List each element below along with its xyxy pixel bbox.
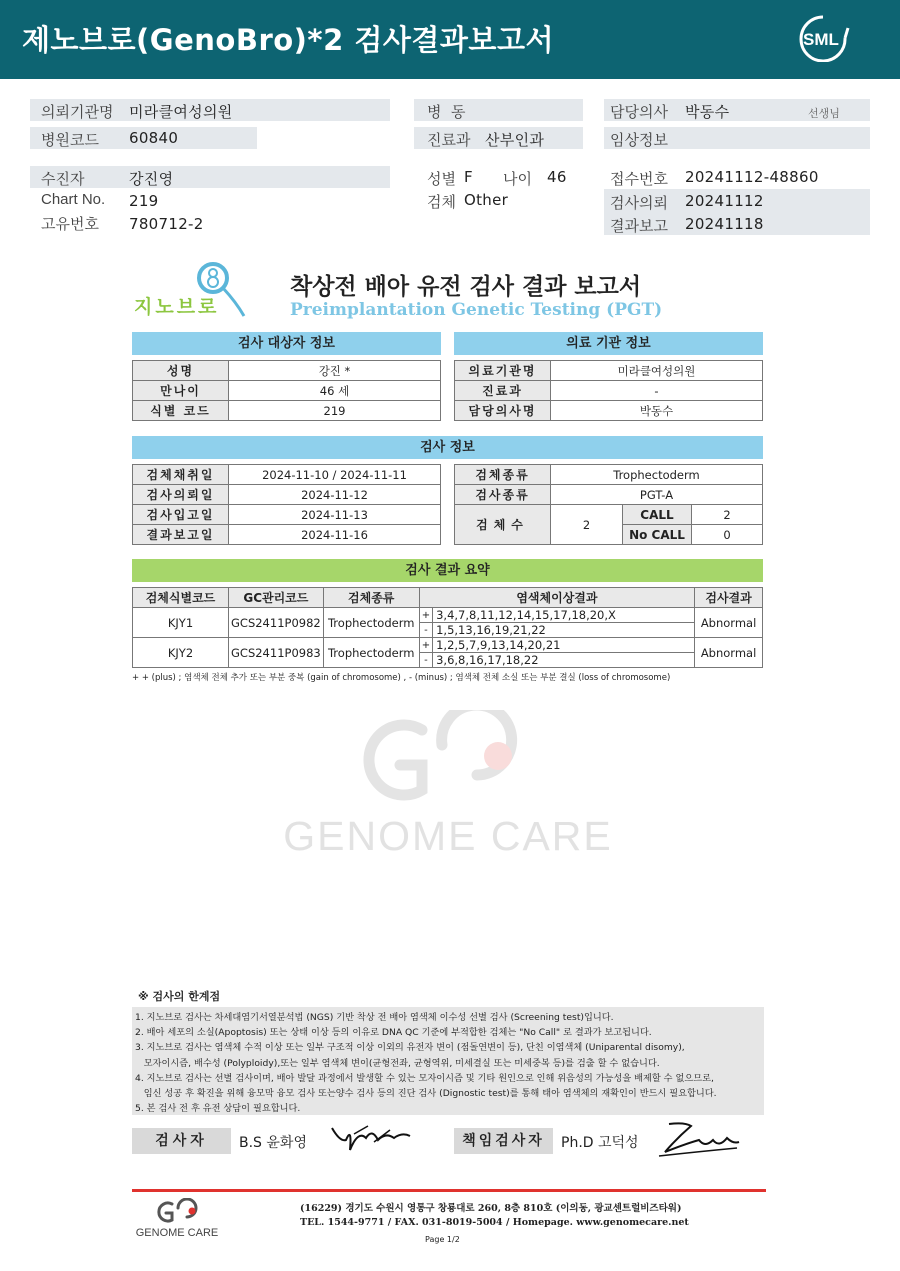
table-row (455, 381, 763, 401)
subject-label: 식별 코드 (133, 401, 229, 421)
table-row (133, 401, 441, 421)
doctor-value: 박동수 (685, 103, 730, 121)
receipt-value: 20241112-48860 (685, 168, 819, 186)
date-value: 2024-11-13 (229, 505, 441, 525)
table-row (133, 638, 763, 653)
dept-value: 산부인과 (485, 131, 545, 149)
table-row (455, 361, 763, 381)
tester-signature-icon (328, 1120, 414, 1158)
column-header: 염색체이상결과 (419, 588, 694, 608)
table-row (133, 525, 441, 545)
table-row (455, 401, 763, 421)
date-label: 결과보고일 (133, 525, 229, 545)
minus-sign: - (419, 623, 432, 638)
test-dates-table (132, 464, 441, 545)
column-header: 검사결과 (695, 588, 763, 608)
specimen-label: 검체 (427, 193, 456, 211)
count-label: 검체수 (455, 505, 551, 545)
genobro-logo-icon (132, 258, 247, 320)
specimen-type-value: Trophectoderm (551, 465, 763, 485)
institution-label: 담당의사명 (455, 401, 551, 421)
name-label: 수진자 (41, 170, 85, 188)
report-label: 결과보고 (610, 217, 668, 235)
minus-sign: - (419, 653, 432, 668)
clinical-label: 임상정보 (610, 131, 668, 149)
institution-label: 의료기관명 (455, 361, 551, 381)
institution-value: - (551, 381, 763, 401)
specimen-value: Other (464, 191, 509, 209)
table-row (133, 505, 441, 525)
request-label: 검사의뢰 (610, 194, 668, 212)
limitations-title: ※ 검사의 한계점 (138, 990, 221, 1003)
sex-value: F (464, 168, 473, 186)
footer-address (300, 1202, 689, 1230)
table-row (133, 608, 763, 623)
nocall-label: No CALL (623, 525, 692, 545)
tester-label: 검사자 (132, 1128, 231, 1154)
address-line: (16229) 경기도 수원시 영통구 창룡대로 260, 8층 810호 (이의동, 광교센트럴비즈타워) (300, 1203, 682, 1214)
date-label: 검사의뢰일 (133, 485, 229, 505)
result-value: Abnormal (695, 638, 763, 668)
subject-value: 강진 * (229, 361, 441, 381)
sex-label: 성별 (427, 170, 456, 188)
receipt-label: 접수번호 (610, 170, 668, 188)
specimen-type-label: 검체종류 (455, 465, 551, 485)
institution-heading: 의료 기관 정보 (454, 332, 763, 355)
hospital-label: 의뢰기관명 (41, 103, 114, 121)
name-value: 강진영 (129, 170, 174, 188)
plus-sign: + (419, 638, 432, 653)
limitation-line: 4. 지노브로 검사는 선별 검사이며, 배아 발달 과정에서 발생할 수 있는 모자이시즘 및 기타 원인으로 인해 위음성의 가능성을 배제할 수 없으므로, (135, 1072, 714, 1084)
test-type-label: 검사종류 (455, 485, 551, 505)
age-value: 46 (547, 168, 567, 186)
sample-type: Trophectoderm (323, 638, 419, 668)
sample-id: KJY1 (133, 608, 229, 638)
chart-label: Chart No. (41, 191, 106, 208)
table-row (133, 381, 441, 401)
institution-value: 미라클여성의원 (551, 361, 763, 381)
gain-chromosomes: 3,4,7,8,11,12,14,15,17,18,20,X (433, 608, 695, 623)
hospital-value: 미라클여성의원 (129, 103, 233, 121)
call-label: CALL (623, 505, 692, 525)
doctor-suffix: 선생님 (808, 107, 840, 120)
dept-label: 진료과 (427, 131, 471, 149)
doctor-label: 담당의사 (610, 103, 668, 121)
sample-id: KJY2 (133, 638, 229, 668)
summary-table (132, 587, 763, 668)
gain-chromosomes: 1,2,5,7,9,13,14,20,21 (433, 638, 695, 653)
table-row (133, 485, 441, 505)
code-label: 병원코드 (41, 131, 99, 149)
date-value: 2024-11-12 (229, 485, 441, 505)
date-label: 검체채취일 (133, 465, 229, 485)
request-value: 20241112 (685, 192, 764, 210)
test-specimen-table (454, 464, 763, 545)
svg-text:지노브로: 지노브로 (134, 296, 220, 318)
date-value: 2024-11-16 (229, 525, 441, 545)
gc-code: GCS2411P0982 (229, 608, 324, 638)
id-label: 고유번호 (41, 215, 99, 233)
date-value: 2024-11-10 / 2024-11-11 (229, 465, 441, 485)
test-info-heading: 검사 정보 (132, 436, 763, 459)
subject-heading: 검사 대상자 정보 (132, 332, 441, 355)
report-value: 20241118 (685, 215, 764, 233)
count-value: 2 (551, 505, 623, 545)
limitation-line: 1. 지노브로 검사는 차세대염기서열분석법 (NGS) 기반 착상 전 배아 염색체 이수성 선별 검사 (Screening test)입니다. (135, 1012, 614, 1023)
header-bar (0, 0, 900, 79)
limitation-line: 모자이시즘, 배수성 (Polyploidy),또는 일부 염색체 변이(균형전좌, 균형역위, 미세결실 또는 미세중복 등)를 검출 할 수 없습니다. (135, 1057, 660, 1069)
limitation-line: 5. 본 검사 전 후 유전 상담이 필요합니다. (135, 1103, 301, 1115)
svg-text:GENOME CARE: GENOME CARE (283, 813, 613, 859)
test-type-value: PGT-A (551, 485, 763, 505)
svg-text:GENOME CARE: GENOME CARE (135, 1227, 219, 1239)
chart-value: 219 (129, 192, 159, 210)
institution-table (454, 360, 763, 421)
ward-label: 병 동 (427, 103, 466, 121)
contact-line: TEL. 1544-9771 / FAX. 031-8019-5004 / Homepage. www.genomecare.net (300, 1217, 689, 1228)
genome-care-footer-logo-icon (130, 1198, 225, 1240)
genome-care-watermark-icon (272, 710, 624, 870)
table-row (455, 505, 763, 525)
director-signature-icon (655, 1118, 741, 1160)
call-value: 2 (692, 505, 763, 525)
loss-chromosomes: 1,5,13,16,19,21,22 (433, 623, 695, 638)
subject-value: 219 (229, 401, 441, 421)
page-title: 제노브로(GenoBro)*2 검사결과보고서 (22, 23, 554, 57)
director-name: Ph.D 고덕성 (561, 1135, 639, 1151)
limitation-line: 2. 배아 세포의 소실(Apoptosis) 또는 상태 이상 등의 이유로 DNA QC 기준에 부적합한 검체는 "No Call" 로 결과가 보고됩니다. (135, 1027, 652, 1039)
subject-value: 46 세 (229, 381, 441, 401)
svg-text:SML: SML (803, 30, 839, 49)
id-value: 780712-2 (129, 215, 204, 233)
footer-divider (132, 1189, 766, 1192)
tester-name: B.S 윤화영 (239, 1135, 307, 1151)
institution-value: 박동수 (551, 401, 763, 421)
table-row (133, 588, 763, 608)
gc-code: GCS2411P0983 (229, 638, 324, 668)
institution-label: 진료과 (455, 381, 551, 401)
summary-footnote: + + (plus) ; 염색체 전체 추가 또는 부분 중복 (gain of chromosome) , - (minus) ; 염색체 전체 소실 또는 부분 결실 (loss of chromosome) (132, 673, 671, 683)
table-row (455, 465, 763, 485)
report-subtitle: Preimplantation Genetic Testing (PGT) (290, 300, 663, 320)
column-header: GC관리코드 (229, 588, 324, 608)
summary-heading: 검사 결과 요약 (132, 559, 763, 582)
table-row (133, 361, 441, 381)
page-number: Page 1/2 (425, 1235, 460, 1244)
director-label: 책임검사자 (454, 1128, 553, 1154)
limitations-box (132, 1007, 764, 1115)
column-header: 검체종류 (323, 588, 419, 608)
sml-logo-icon (796, 14, 850, 62)
subject-table (132, 360, 441, 421)
nocall-value: 0 (692, 525, 763, 545)
table-row (455, 485, 763, 505)
sample-type: Trophectoderm (323, 608, 419, 638)
limitation-line: 3. 지노브로 검사는 염색체 수적 이상 또는 일부 구조적 이상 이외의 유전자 변이 (점돌연변이 등), 단친 이염색체 (Uniparental disomy), (135, 1042, 685, 1054)
age-label: 나이 (503, 170, 532, 188)
loss-chromosomes: 3,6,8,16,17,18,22 (433, 653, 695, 668)
table-row (133, 465, 441, 485)
limitation-line: 임신 성공 후 확진을 위해 융모막 융모 검사 또는양수 검사 등의 진단 검사 (Dignostic test)를 통해 태아 염색체의 재확인이 반드시 필요합니다. (135, 1088, 717, 1100)
result-value: Abnormal (695, 608, 763, 638)
plus-sign: + (419, 608, 432, 623)
subject-label: 성명 (133, 361, 229, 381)
code-value: 60840 (129, 129, 179, 147)
date-label: 검사입고일 (133, 505, 229, 525)
column-header: 검체식별코드 (133, 588, 229, 608)
report-title: 착상전 배아 유전 검사 결과 보고서 (290, 274, 642, 300)
subject-label: 만나이 (133, 381, 229, 401)
